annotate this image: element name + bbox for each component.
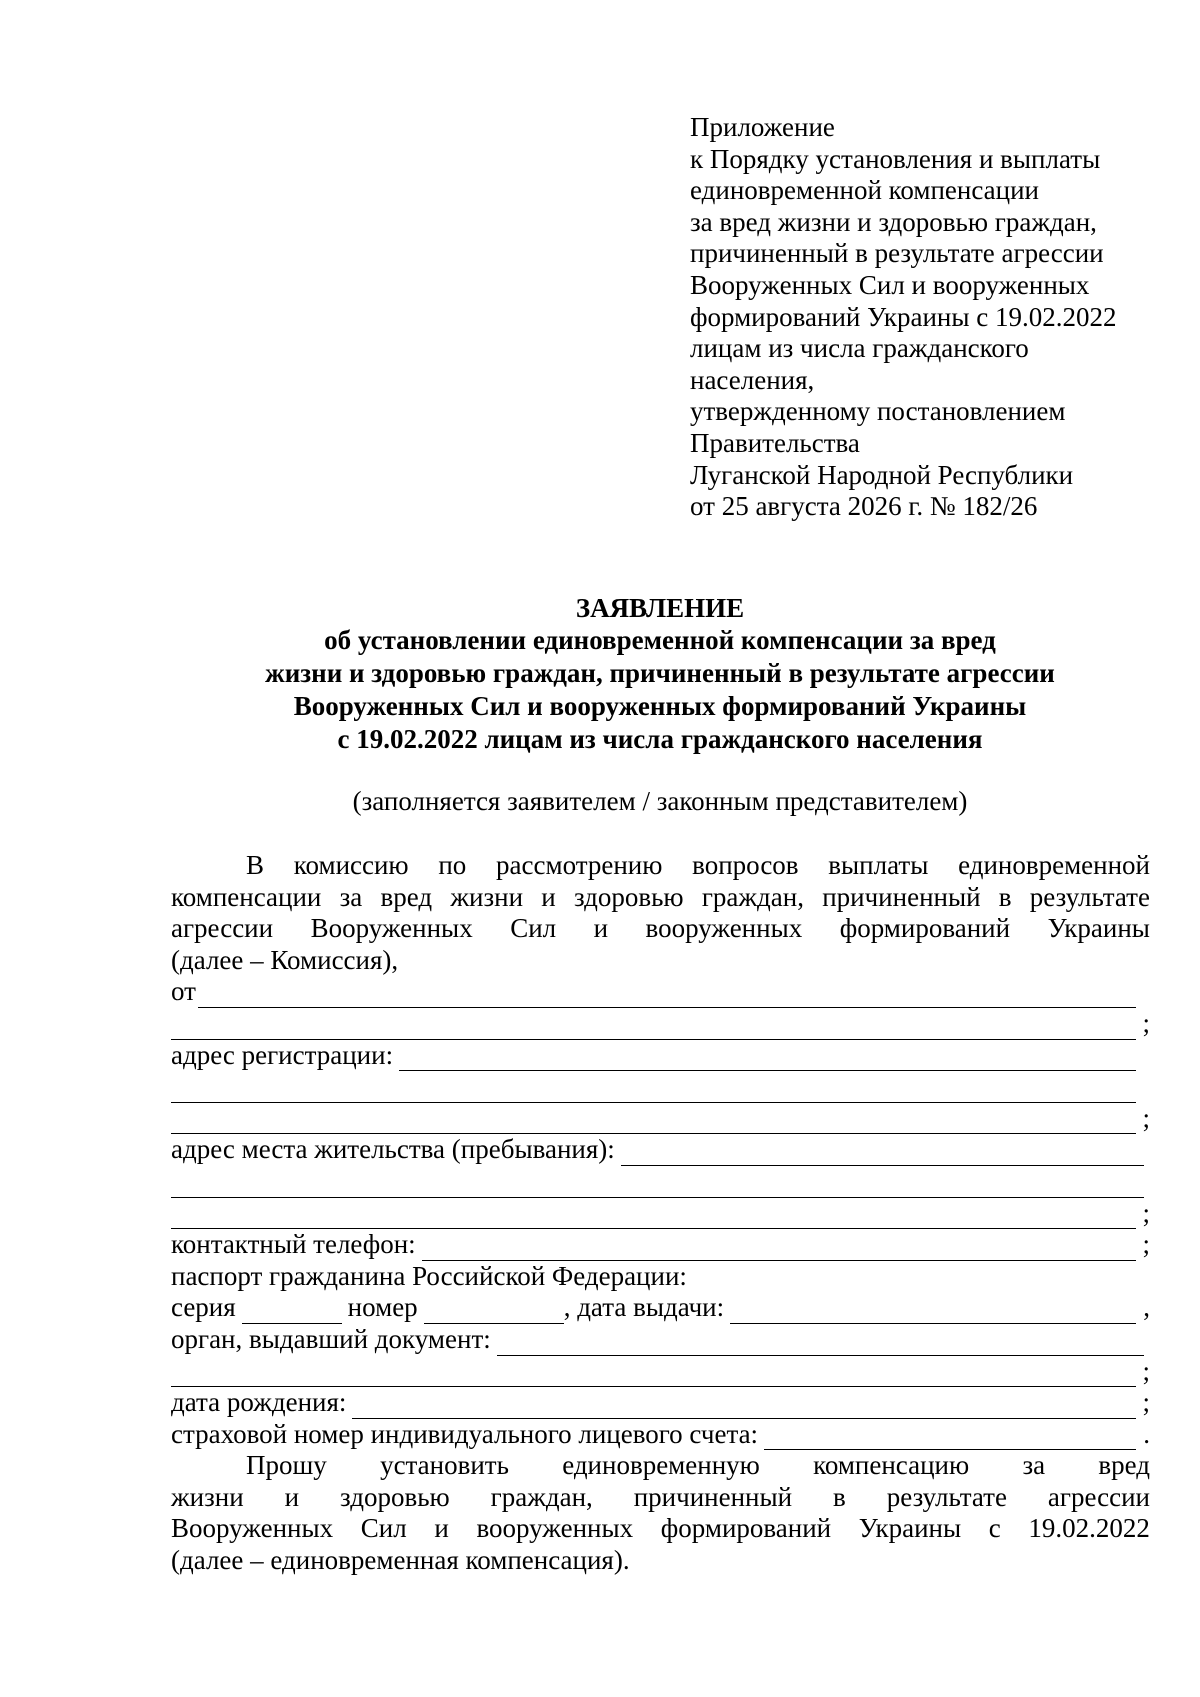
intro-line: [171, 850, 1150, 882]
reg-address-row-3: [171, 1103, 1150, 1135]
reg-address-field-3[interactable]: [171, 1109, 1136, 1134]
reg-address-field[interactable]: [399, 1046, 1136, 1071]
appendix-line: за вред жизни и здоровью граждан,: [690, 206, 1097, 237]
subtitle-line: с 19.02.2022 лицам из числа гражданского населения: [337, 724, 983, 754]
request-line: [171, 1482, 1150, 1514]
intro-line: (далее – Комиссия),: [171, 944, 399, 975]
appendix-line: Правительства: [690, 427, 860, 458]
passport-row: [171, 1292, 1150, 1324]
reg-address-row-2: [171, 1071, 1150, 1103]
appendix-line: населения,: [690, 364, 815, 395]
comma: ,: [1143, 1292, 1150, 1323]
issue-date-label: , дата выдачи:: [563, 1292, 725, 1323]
number-field[interactable]: [424, 1299, 564, 1324]
form-body: [171, 850, 1150, 1577]
intro-line: [171, 882, 1150, 914]
series-label: серия: [171, 1292, 236, 1323]
series-field[interactable]: [242, 1299, 342, 1324]
residence-row: [171, 1134, 1150, 1166]
from-field[interactable]: [198, 983, 1136, 1008]
appendix-line: лицам из числа гражданского: [690, 333, 1029, 364]
subtitle-line: жизни и здоровью граждан, причиненный в результате агрессии: [265, 658, 1055, 688]
subtitle-line: Вооруженных Сил и вооруженных формирований Украины: [293, 691, 1027, 721]
semicolon: ;: [1142, 1197, 1150, 1228]
subtitle-line: об установлении единовременной компенсации за вред: [324, 625, 996, 655]
issuer-row: [171, 1324, 1150, 1356]
period: .: [1143, 1418, 1150, 1449]
phone-label: контактный телефон:: [171, 1229, 416, 1260]
from-field-2[interactable]: [171, 1015, 1136, 1040]
residence-field-2[interactable]: [171, 1173, 1144, 1198]
residence-row-2: [171, 1166, 1150, 1198]
request-line: [171, 1513, 1150, 1545]
request-text: Прошу установить единовременную компенсацию за вред: [246, 1450, 1150, 1481]
phone-row: [171, 1229, 1150, 1261]
issue-date-field[interactable]: [730, 1299, 1136, 1324]
appendix-line: формирований Украины с 19.02.2022: [690, 301, 1117, 332]
semicolon: ;: [1142, 1355, 1150, 1386]
semicolon: ;: [1142, 1229, 1150, 1260]
request-line: [171, 1450, 1150, 1482]
reg-address-row: [171, 1040, 1150, 1072]
appendix-line: Луганской Народной Республики: [690, 459, 1074, 490]
title-block: [170, 592, 1150, 756]
residence-field[interactable]: [621, 1141, 1144, 1166]
document-title: ЗАЯВЛЕНИЕ: [575, 593, 745, 623]
semicolon: ;: [1142, 1007, 1150, 1038]
intro-text: В комиссию по рассмотрению вопросов выплаты единовременной: [246, 850, 1150, 880]
intro-text: агрессии Вооруженных Сил и вооруженных формирований Украины: [171, 913, 1150, 944]
semicolon: ;: [1142, 1387, 1150, 1418]
request-text: жизни и здоровью граждан, причиненный в результате агрессии: [171, 1481, 1150, 1512]
number-label: номер: [347, 1292, 418, 1323]
intro-line: [171, 913, 1150, 945]
issuer-label: орган, выдавший документ:: [171, 1323, 491, 1354]
appendix-line: причиненный в результате агрессии: [690, 238, 1104, 269]
from-row-2: [171, 1008, 1150, 1040]
snils-label: страховой номер индивидуального лицевого счета:: [171, 1418, 759, 1449]
request-line: (далее – единовременная компенсация).: [171, 1545, 630, 1576]
phone-field[interactable]: [422, 1236, 1136, 1261]
appendix-line: к Порядку установления и выплаты: [690, 143, 1101, 174]
residence-label: адрес места жительства (пребывания):: [171, 1134, 615, 1165]
appendix-line: единовременной компенсации: [690, 175, 1040, 206]
from-row: [171, 976, 1150, 1008]
residence-row-3: [171, 1198, 1150, 1230]
reg-address-label: адрес регистрации:: [171, 1039, 394, 1070]
residence-field-3[interactable]: [171, 1204, 1136, 1229]
appendix-line: от 25 августа 2026 г. № 182/26: [690, 491, 1038, 522]
from-label: от: [171, 976, 196, 1007]
birth-date-label: дата рождения:: [171, 1387, 347, 1418]
intro-text: компенсации за вред жизни и здоровью граждан, причиненный в результате: [171, 881, 1150, 912]
reg-address-field-2[interactable]: [171, 1078, 1136, 1103]
request-text: Вооруженных Сил и вооруженных формирований Украины с 19.02.2022: [171, 1513, 1150, 1544]
appendix-block: [690, 112, 1170, 523]
issuer-field-2[interactable]: [171, 1362, 1136, 1387]
birth-date-row: [171, 1387, 1150, 1419]
snils-row: [171, 1419, 1150, 1451]
appendix-line: Вооруженных Сил и вооруженных: [690, 269, 1090, 300]
appendix-line: утвержденному постановлением: [690, 396, 1066, 427]
issuer-row-2: [171, 1356, 1150, 1388]
passport-label: паспорт гражданина Российской Федерации:: [171, 1260, 687, 1291]
snils-field[interactable]: [764, 1425, 1136, 1450]
semicolon: ;: [1142, 1102, 1150, 1133]
issuer-field[interactable]: [497, 1331, 1144, 1356]
appendix-line: Приложение: [690, 112, 835, 142]
fill-note: (заполняется заявителем / законным представителем): [352, 786, 968, 816]
birth-date-field[interactable]: [352, 1394, 1136, 1419]
